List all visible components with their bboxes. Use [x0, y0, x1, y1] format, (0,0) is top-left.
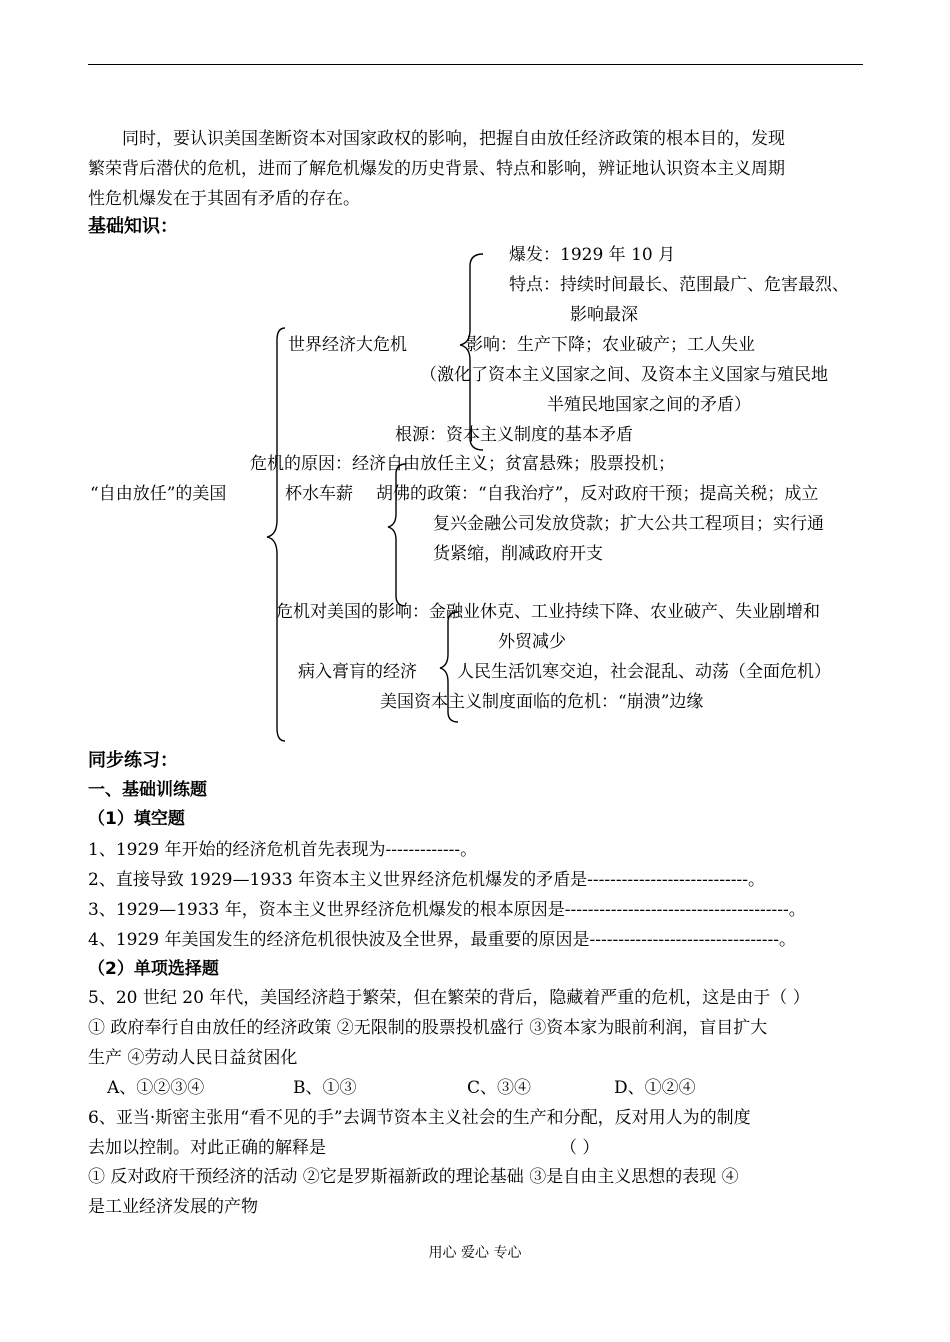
intro-line: 繁荣背后潜伏的危机，进而了解危机爆发的历史背景、特点和影响，辨证地认识资本主义周期 [88, 159, 785, 179]
system-crisis-text: 美国资本主义制度面临的危机：“崩溃”边缘 [380, 692, 704, 712]
ailing-economy-label: 病入膏肓的经济 [298, 662, 417, 682]
question-5-options: ① 政府奉行自由放任的经济政策 ②无限制的股票投机盛行 ③资本家为眼前利润，盲目扩大 [88, 1018, 768, 1038]
root-label: “自由放任”的美国 [90, 484, 227, 504]
us-impact-text: 外贸减少 [498, 632, 566, 652]
crisis-causes-text: 危机的原因：经济自由放任主义；贫富悬殊；股票投机； [250, 454, 675, 474]
impact-text: 半殖民地国家之间的矛盾） [547, 395, 751, 415]
choice-c: C、③④ [467, 1078, 532, 1098]
impact-text: 影响：生产下降；农业破产；工人失业 [466, 335, 755, 355]
impact-text: （激化了资本主义国家之间、及资本主义国家与殖民地 [420, 365, 828, 385]
features-text: 特点：持续时间最长、范围最广、危害最烈、 [509, 275, 849, 295]
brace-main [267, 328, 285, 741]
question-6: 去加以控制。对此正确的解释是 [88, 1138, 326, 1158]
choice-title: （2）单项选择题 [88, 959, 219, 979]
world-crisis-label: 世界经济大危机 [288, 335, 407, 355]
outbreak-text: 爆发：1929 年 10 月 [509, 245, 676, 265]
intro-line: 同时，要认识美国垄断资本对国家政权的影响，把握自由放任经济政策的根本目的，发现 [122, 129, 785, 149]
choice-b: B、①③ [293, 1078, 357, 1098]
question-5: 5、20 世纪 20 年代，美国经济趋于繁荣，但在繁荣的背后，隐藏着严重的危机，这是由于（ ） [88, 988, 810, 1008]
hoover-policy-text: 复兴金融公司发放贷款；扩大公共工程项目；实行通 [433, 514, 824, 534]
question-2: 2、直接导致 1929—1933 年资本主义世界经济危机爆发的矛盾是----------------------------。 [88, 870, 765, 890]
us-impact-text: 危机对美国的影响：金融业休克、工业持续下降、农业破产、失业剧增和 [276, 602, 820, 622]
intro-line: 性危机爆发在于其固有矛盾的存在。 [88, 189, 360, 209]
question-6-options: ① 反对政府干预经济的活动 ②它是罗斯福新政的理论基础 ③是自由主义思想的表现 ④ [88, 1167, 739, 1187]
question-1: 1、1929 年开始的经济危机首先表现为-------------。 [88, 840, 478, 860]
brace-us-impact [440, 612, 458, 722]
fill-blank-title: （1）填空题 [88, 809, 185, 829]
choice-d: D、①②④ [614, 1078, 696, 1098]
root-cause-text: 根源：资本主义制度的基本矛盾 [395, 425, 633, 445]
question-3: 3、1929—1933 年，资本主义世界经济危机爆发的根本原因是---------------------------------------。 [88, 900, 806, 920]
brace-hoover [388, 464, 406, 606]
futile-label: 杯水车薪 [285, 484, 353, 504]
question-5-options: 生产 ④劳动人民日益贫困化 [88, 1048, 298, 1068]
section-title: 一、基础训练题 [88, 780, 207, 800]
question-6: 6、亚当·斯密主张用“看不见的手”去调节资本主义社会的生产和分配，反对用人为的制度 [88, 1108, 751, 1128]
knowledge-heading: 基础知识： [88, 216, 178, 237]
question-4: 4、1929 年美国发生的经济危机很快波及全世界，最重要的原因是---------------------------------。 [88, 930, 797, 950]
exercise-heading: 同步练习： [88, 750, 178, 771]
question-6-options: 是工业经济发展的产物 [88, 1197, 258, 1217]
choice-a: A、①②③④ [107, 1078, 205, 1098]
features-text: 影响最深 [570, 305, 638, 325]
hoover-policy-text: 货紧缩，削减政府开支 [433, 544, 603, 564]
page-footer: 用心 爱心 专心 [428, 1245, 522, 1261]
brace-world-crisis [460, 254, 483, 450]
answer-paren: （ ） [560, 1138, 600, 1158]
people-life-text: 人民生活饥寒交迫，社会混乱、动荡（全面危机） [457, 662, 831, 682]
hoover-policy-text: 胡佛的政策：“自我治疗”，反对政府干预；提高关税；成立 [376, 484, 819, 504]
